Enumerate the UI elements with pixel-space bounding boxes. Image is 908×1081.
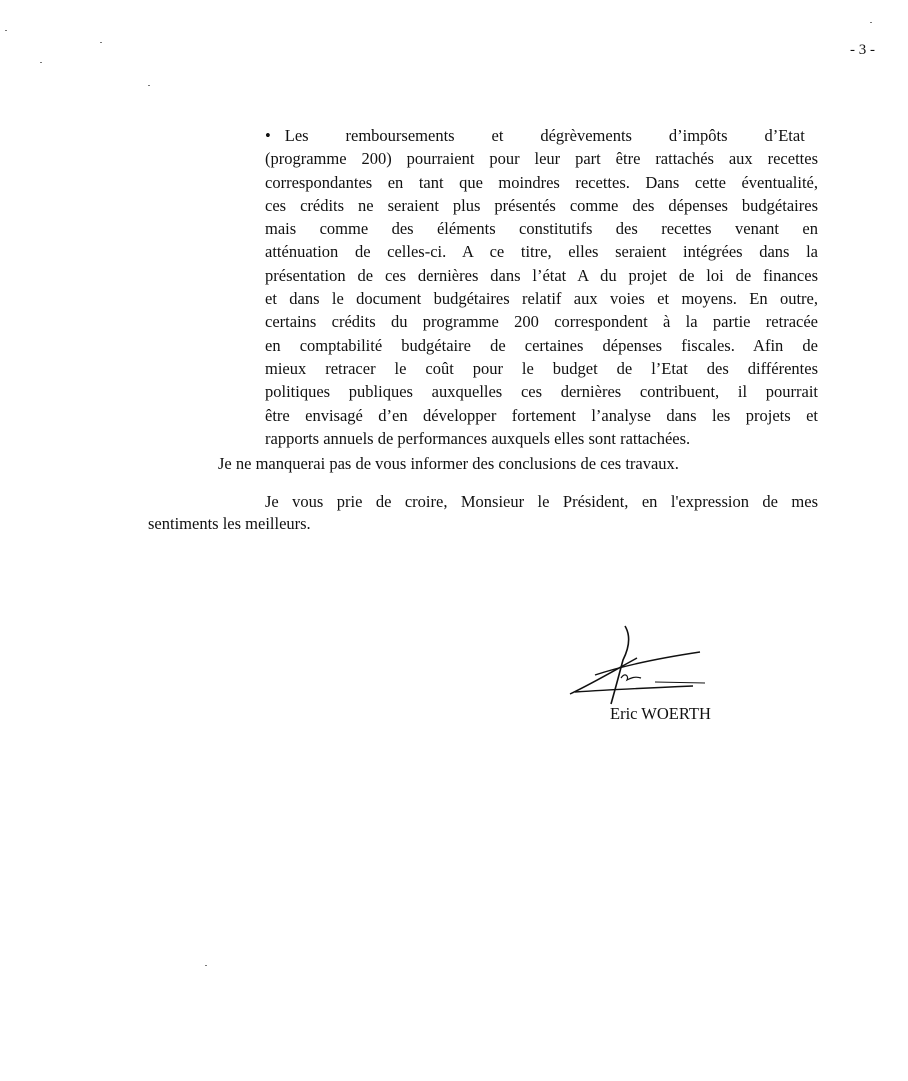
- paragraph-line: correspondantes en tant que moindres recettes. Dans cette éventualité,: [265, 172, 818, 192]
- paragraph-line: être envisagé d’en développer fortement l’analyse dans les projets et: [265, 405, 818, 425]
- paragraph-line: mieux retracer le coût pour le budget de l’Etat des différentes: [265, 358, 818, 378]
- scan-speck: [100, 42, 102, 43]
- closing-inform: Je ne manquerai pas de vous informer des conclusions de ces travaux.: [218, 454, 679, 473]
- paragraph-line: atténuation de celles-ci. A ce titre, elles seraient intégrées dans la: [265, 242, 818, 262]
- bullet-paragraph: [265, 124, 818, 450]
- closing-formula-line: sentiments les meilleurs.: [148, 514, 311, 533]
- paragraph-line: (programme 200) pourraient pour leur part être rattachés aux recettes: [265, 149, 818, 169]
- paragraph-line: présentation de ces dernières dans l’état A du projet de loi de finances: [265, 265, 818, 285]
- paragraph-line: en comptabilité budgétaire de certaines dépenses fiscales. Afin de: [265, 335, 818, 355]
- closing-formula-line: Je vous prie de croire, Monsieur le Président, en l'expression de mes: [265, 492, 818, 511]
- paragraph-line: ces crédits ne seraient plus présentés comme des dépenses budgétaires: [265, 195, 818, 215]
- paragraph-line: rapports annuels de performances auxquels elles sont rattachées.: [265, 428, 691, 448]
- scan-speck: [870, 22, 872, 23]
- scan-speck: [5, 30, 7, 31]
- bullet-marker: •: [265, 126, 271, 145]
- paragraph-line: certains crédits du programme 200 correspondent à la partie retracée: [265, 312, 818, 332]
- scan-speck: [205, 965, 207, 966]
- paragraph-line: mais comme des éléments constitutifs des recettes venant en: [265, 219, 818, 239]
- paragraph-line: • Les remboursements et dégrèvements d’impôts d’Etat: [265, 126, 805, 145]
- scan-speck: [148, 85, 150, 86]
- page-number: - 3 -: [850, 42, 875, 58]
- closing-formula: [148, 491, 818, 535]
- scan-speck: [40, 62, 42, 63]
- paragraph-line: politiques publiques auxquelles ces dernières contribuent, il pourrait: [265, 382, 818, 402]
- handwritten-signature: [565, 620, 715, 705]
- paragraph-line: et dans le document budgétaires relatif aux voies et moyens. En outre,: [265, 289, 818, 309]
- signatory-name: Eric WOERTH: [610, 704, 711, 723]
